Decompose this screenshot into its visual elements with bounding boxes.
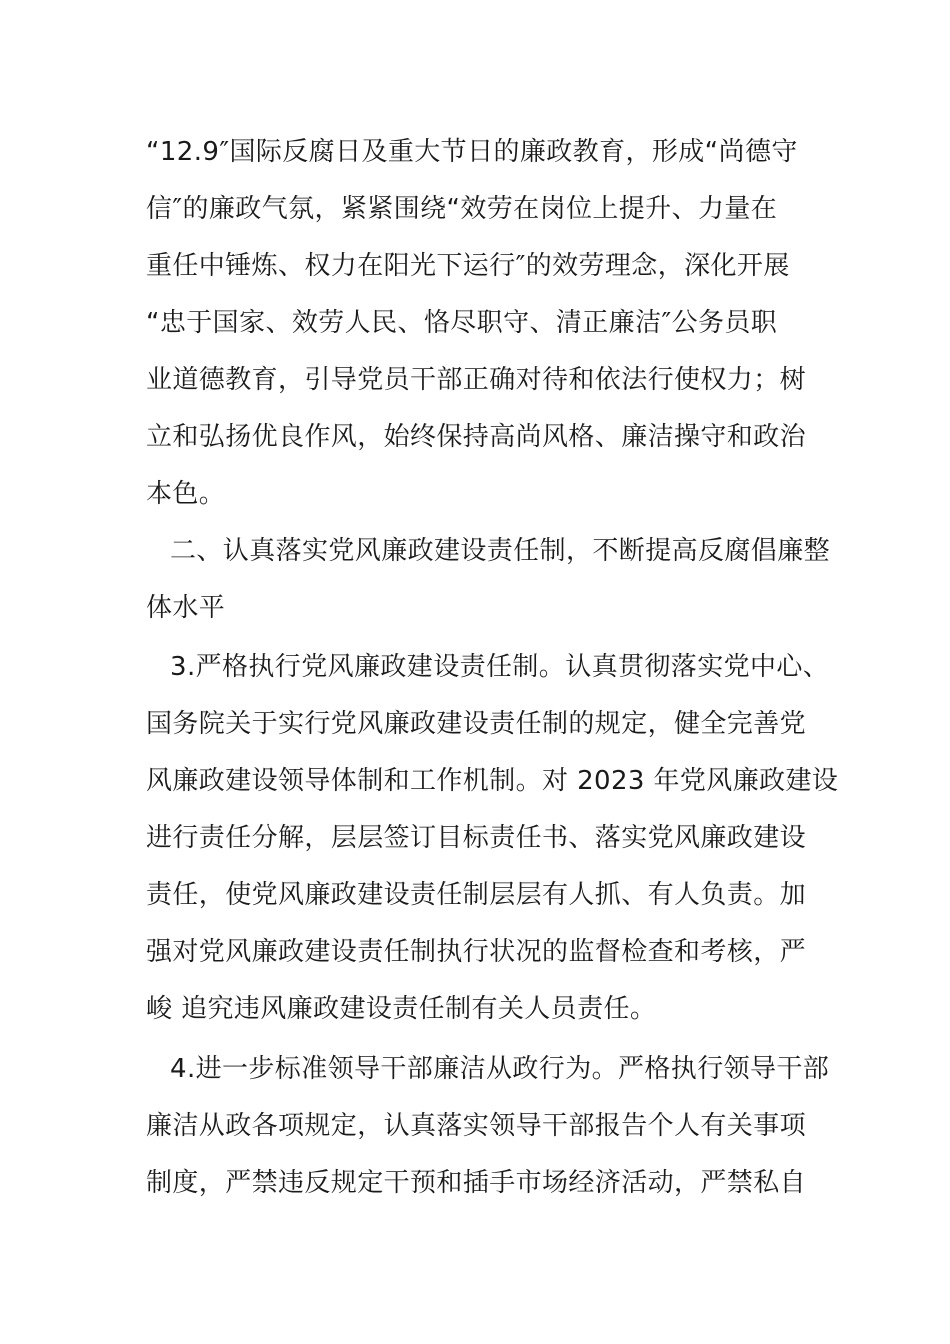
paragraph-line: 制度，严禁违反规定干预和插手市场经济活动，严禁私自 <box>146 1168 807 1198</box>
paragraph-line: 3.严格执行党风廉政建设责任制。认真贯彻落实党中心、 <box>170 652 830 682</box>
paragraph-line: “12.9″国际反腐日及重大节日的廉政教育，形成“尚德守 <box>146 137 798 167</box>
section-heading-line: 体水平 <box>146 593 226 623</box>
paragraph-line: 进行责任分解，层层签订目标责任书、落实党风廉政建设 <box>146 823 807 853</box>
section-heading-line: 二、认真落实党风廉政建设责任制，不断提高反腐倡廉整 <box>170 536 831 566</box>
paragraph-line: 风廉政建设领导体制和工作机制。对 2023 年党风廉政建设 <box>146 766 839 796</box>
paragraph-line: “忠于国家、效劳人民、恪尽职守、清正廉洁″公务员职 <box>146 308 778 338</box>
paragraph-line: 国务院关于实行党风廉政建设责任制的规定，健全完善党 <box>146 709 807 739</box>
paragraph-line: 信″的廉政气氛，紧紧围绕“效劳在岗位上提升、力量在 <box>146 194 778 224</box>
paragraph-line: 强对党风廉政建设责任制执行状况的监督检查和考核，严 <box>146 937 807 967</box>
paragraph-line: 本色。 <box>146 479 226 509</box>
paragraph-line: 业道德教育，引导党员干部正确对待和依法行使权力；树 <box>146 365 807 395</box>
paragraph-line: 峻 追究违风廉政建设责任制有关人员责任。 <box>146 994 657 1024</box>
paragraph-line: 责任，使党风廉政建设责任制层层有人抓、有人负责。加 <box>146 880 807 910</box>
paragraph-line: 重任中锤炼、权力在阳光下运行″的效劳理念，深化开展 <box>146 251 790 281</box>
paragraph-line: 立和弘扬优良作风，始终保持高尚风格、廉洁操守和政治 <box>146 422 807 452</box>
paragraph-line: 廉洁从政各项规定，认真落实领导干部报告个人有关事项 <box>146 1111 807 1141</box>
paragraph-line: 4.进一步标准领导干部廉洁从政行为。严格执行领导干部 <box>170 1054 830 1084</box>
